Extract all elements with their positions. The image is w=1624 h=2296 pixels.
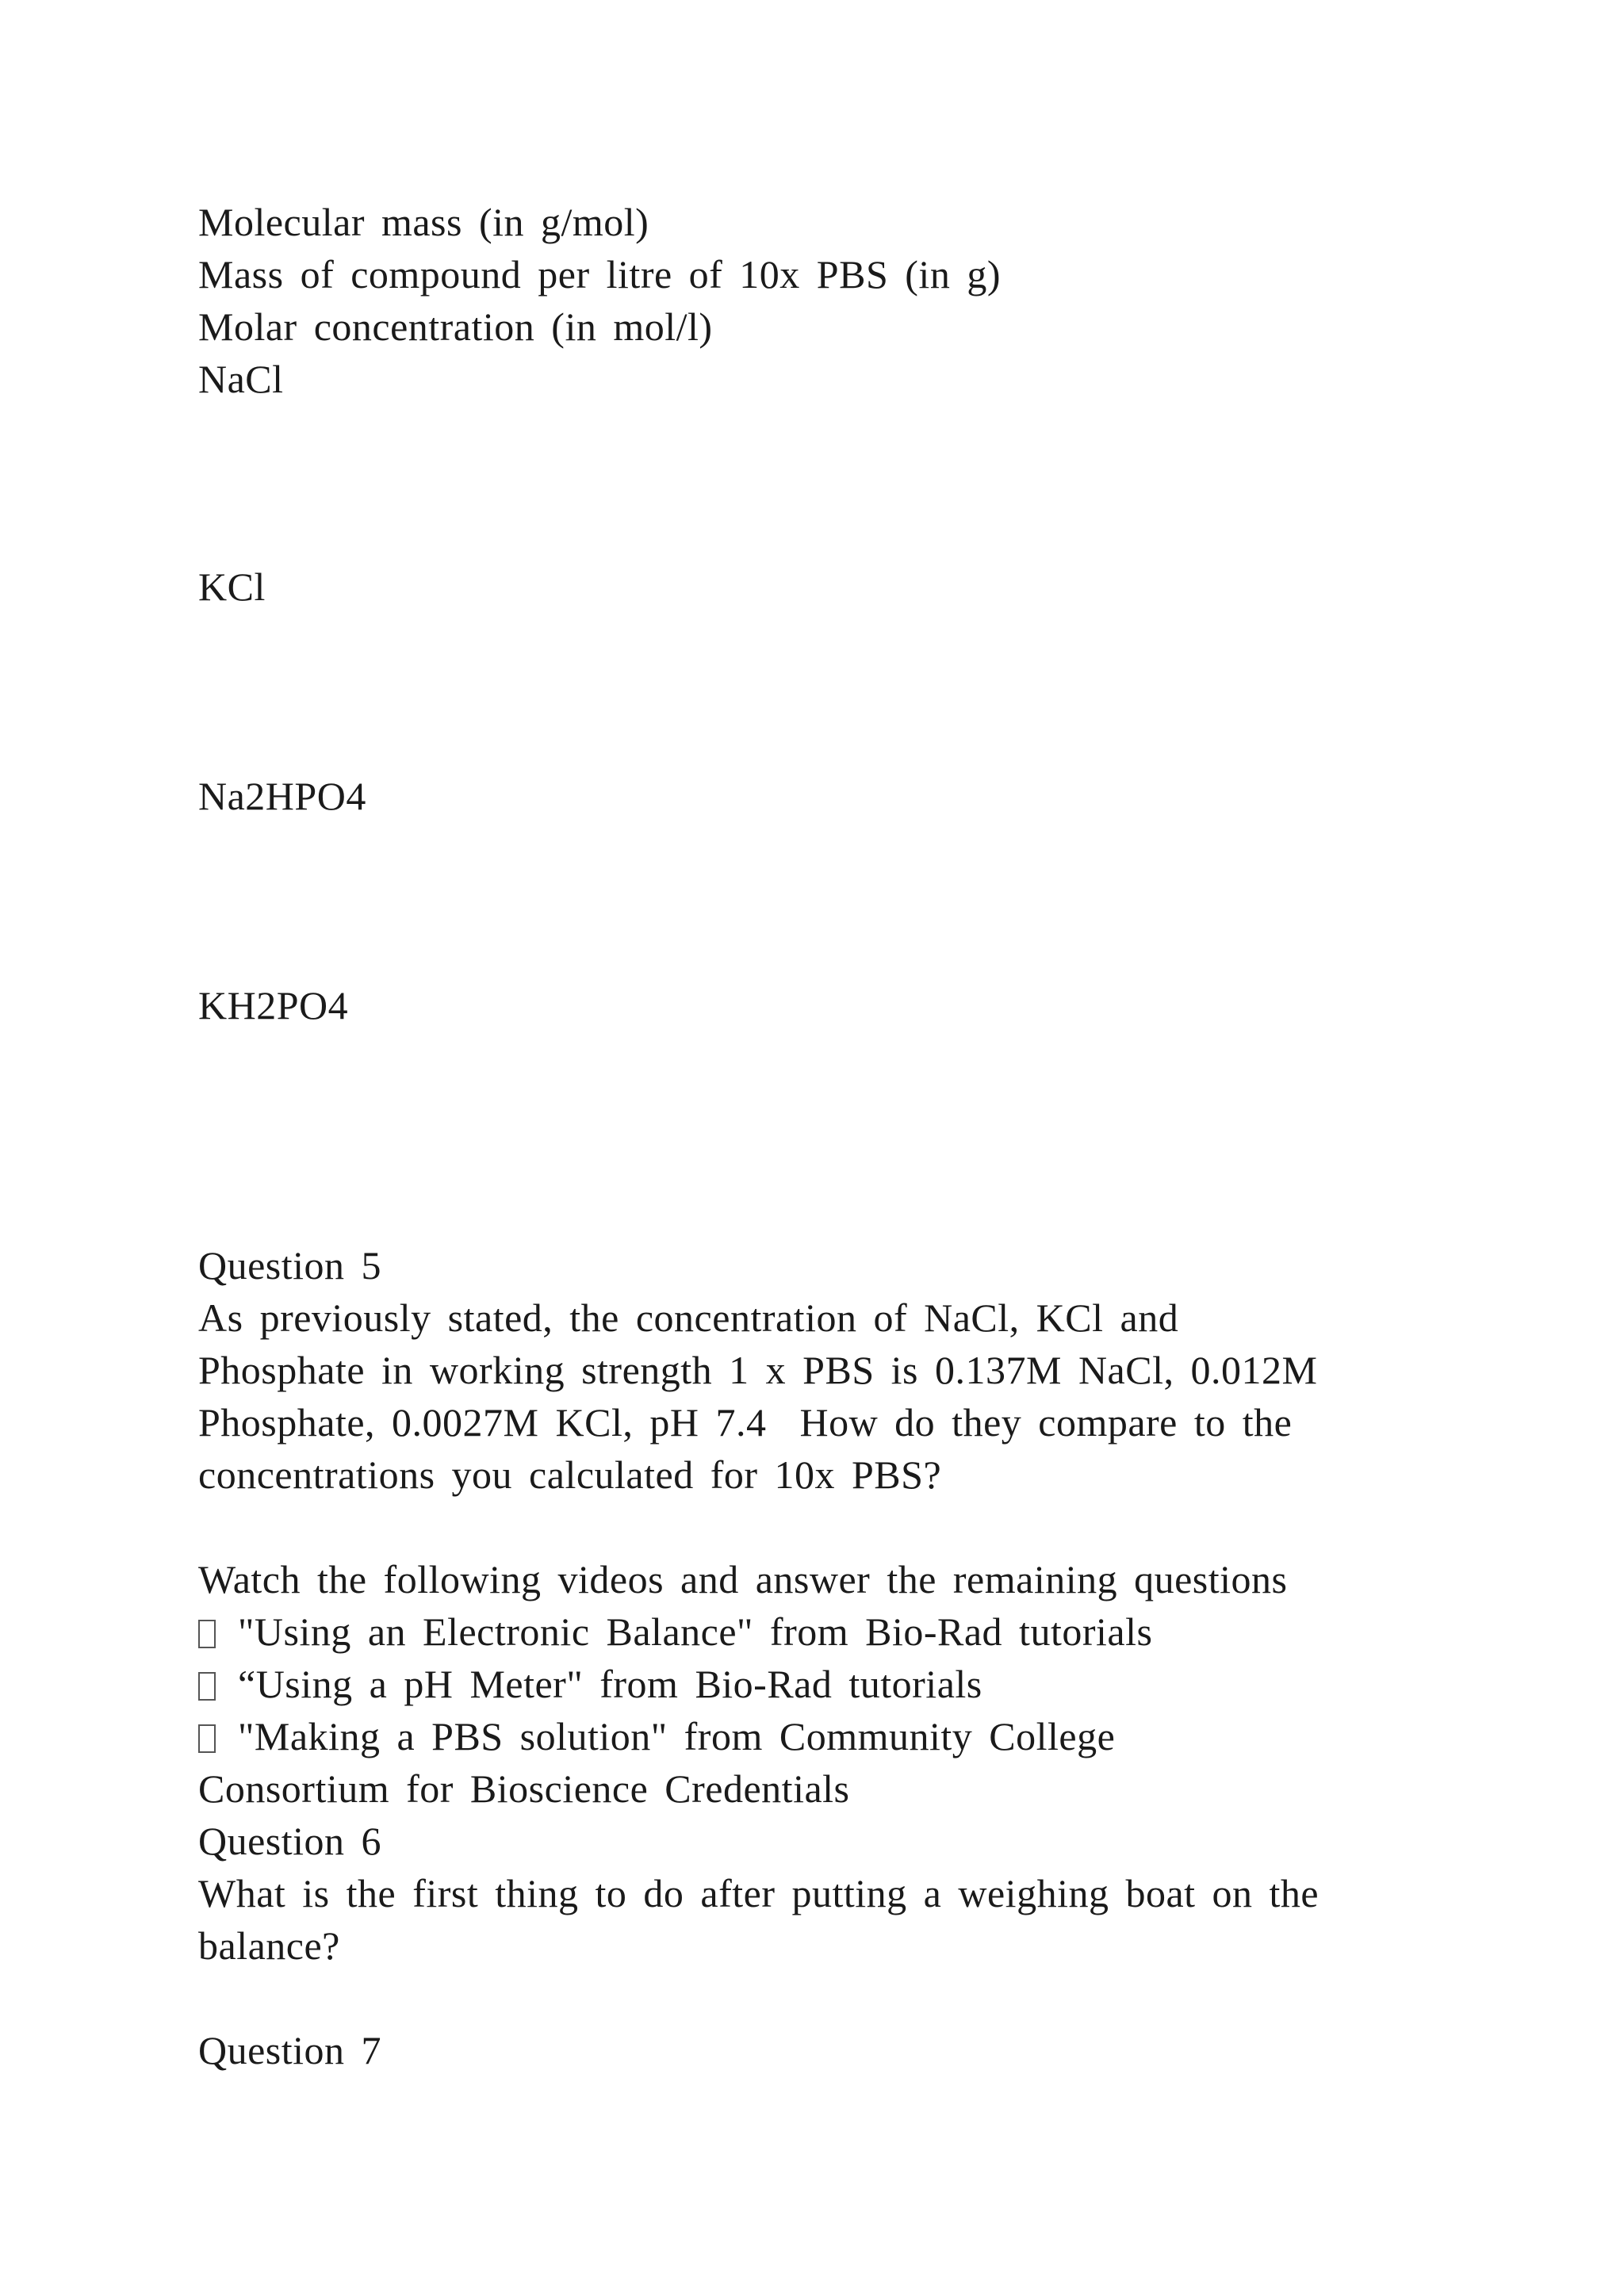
question-5-line: Phosphate, 0.0027M KCl, pH 7.4 How do they compare to the: [198, 1400, 1293, 1445]
question-5-line: Phosphate in working strength 1 x PBS is 0.137M NaCl, 0.012M: [198, 1348, 1318, 1392]
bullet-icon: [198, 1724, 216, 1753]
question-6-title: Question 6: [198, 1819, 382, 1863]
video-title: "Making a PBS solution" from Community College: [238, 1714, 1116, 1758]
video-list-item: [198, 1659, 982, 1709]
video-title: “Using a pH Meter" from Bio-Rad tutorials: [238, 1662, 982, 1706]
question-7-title: Question 7: [198, 2028, 382, 2072]
video-title: "Using an Electronic Balance" from Bio-Rad tutorials: [238, 1609, 1153, 1654]
video-list-item: [198, 1711, 1115, 1762]
question-6-line: balance?: [198, 1923, 340, 1968]
compound-nacl: NaCl: [198, 357, 284, 401]
video-list-item: [198, 1606, 1152, 1657]
question-5-line: As previously stated, the concentration of NaCl, KCl and: [198, 1295, 1179, 1340]
bullet-icon: [198, 1672, 216, 1701]
question-5-title: Question 5: [198, 1243, 382, 1288]
question-6-line: What is the first thing to do after putting a weighing boat on the: [198, 1871, 1320, 1915]
question-5-line: concentrations you calculated for 10x PBS?: [198, 1452, 942, 1497]
bullet-icon: [198, 1620, 216, 1648]
header-mass-per-litre: Mass of compound per litre of 10x PBS (in g): [198, 252, 1001, 297]
header-molecular-mass: Molecular mass (in g/mol): [198, 200, 649, 244]
videos-intro: Watch the following videos and answer the remaining questions: [198, 1557, 1288, 1601]
header-molar-concentration: Molar concentration (in mol/l): [198, 304, 713, 349]
video-list-continuation: Consortium for Bioscience Credentials: [198, 1766, 850, 1811]
compound-kh2po4: KH2PO4: [198, 983, 349, 1027]
compound-na2hpo4: Na2HPO4: [198, 774, 366, 818]
compound-kcl: KCl: [198, 564, 266, 609]
